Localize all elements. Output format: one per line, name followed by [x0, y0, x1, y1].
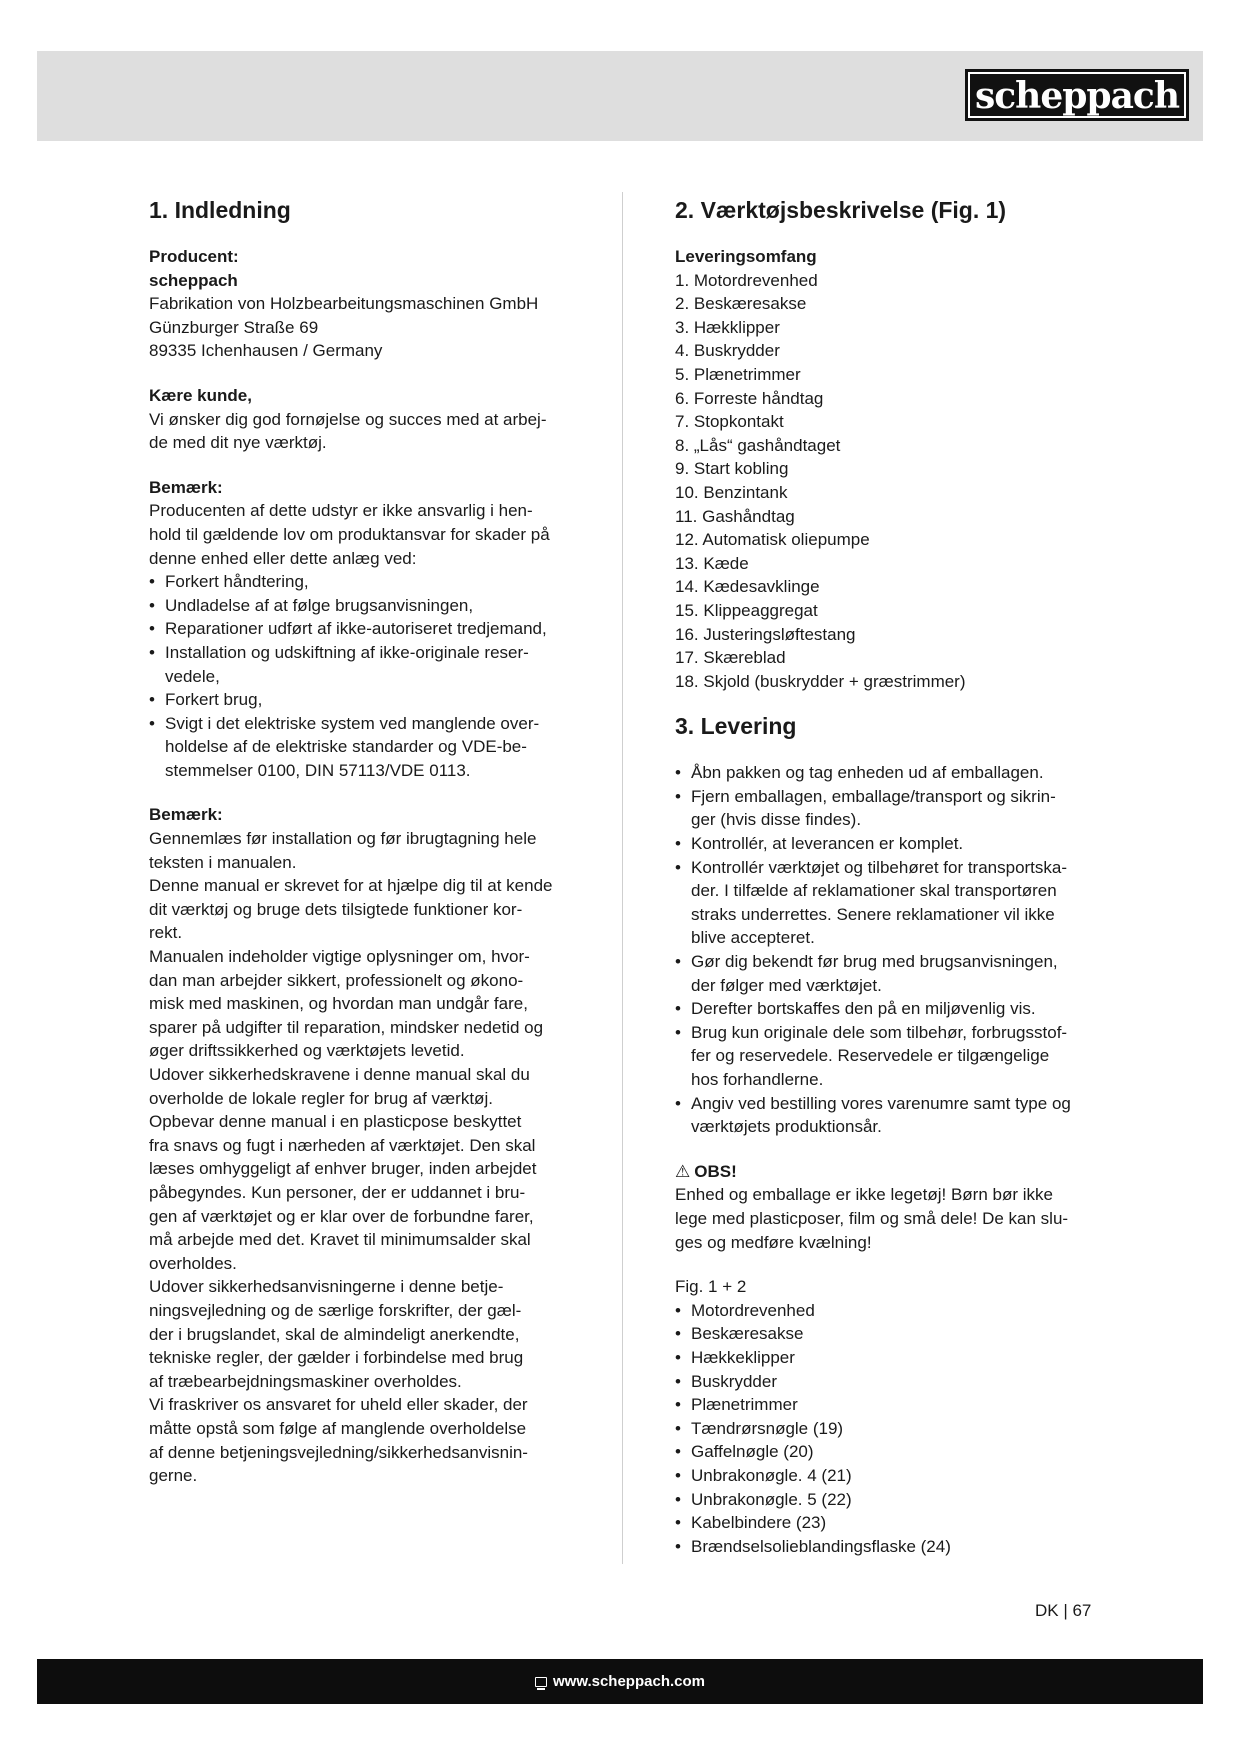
list-item: • Brug kun originale dele som tilbehør, forbrugsstof- fer og reservedele. Reservedele er tilgængelige hos forhandlerne.: [675, 1021, 1107, 1092]
list-item: • Tændrørsnøgle (19): [675, 1417, 1107, 1441]
address-line: 89335 Ichenhausen / Germany: [149, 341, 383, 361]
list-item: 2. Beskæresakse: [675, 294, 807, 314]
note-label: Bemærk:: [149, 477, 223, 497]
list-item: • Åbn pakken og tag enheden ud af emballagen.: [675, 761, 1107, 785]
list-item: • Hækkeklipper: [675, 1346, 1107, 1370]
warning-heading: ⚠ OBS!: [675, 1161, 737, 1182]
list-item: 10. Benzintank: [675, 482, 788, 502]
list-item: 6. Forreste håndtag: [675, 388, 824, 408]
section-title-introduction: 1. Indledning: [149, 197, 291, 223]
list-item: • Angiv ved bestilling vores varenumre samt type og værktøjets produktionsår.: [675, 1092, 1107, 1139]
warning-text: Enhed og emballage er ikke legetøj! Børn bør ikke lege med plasticposer, film og små dele! De kan slu- ges og medføre kvælning!: [675, 1185, 1069, 1252]
section-title-delivery: 3. Levering: [675, 713, 797, 740]
left-column: [149, 192, 589, 1488]
greeting: Kære kunde,: [149, 385, 252, 405]
list-item: • Reparationer udført af ikke-autoriseret tredjemand,: [149, 617, 589, 641]
list-item: • Beskæresakse: [675, 1322, 1107, 1346]
list-item: • Forkert håndtering,: [149, 570, 589, 594]
list-item: 4. Buskrydder: [675, 341, 780, 361]
page-number: DK | 67: [1035, 1601, 1092, 1620]
list-item: • Plænetrimmer: [675, 1393, 1107, 1417]
producer-label: Producent:: [149, 247, 239, 266]
list-item: 18. Skjold (buskrydder + græstrimmer): [675, 671, 966, 691]
list-item: • Unbrakonøgle. 4 (21): [675, 1464, 1107, 1488]
list-item: • Kontrollér, at leverancen er komplet.: [675, 832, 1107, 856]
list-item: 5. Plænetrimmer: [675, 364, 801, 384]
fig-list: [675, 1299, 1107, 1559]
greeting-line: de med dit nye værktøj.: [149, 433, 327, 453]
list-item: • Forkert brug,: [149, 688, 589, 712]
list-item: 16. Justeringsløftestang: [675, 624, 856, 644]
scope-list: [675, 269, 1107, 694]
list-item: 9. Start kobling: [675, 459, 789, 479]
list-item: 7. Stopkontakt: [675, 412, 784, 432]
list-item: 15. Klippeaggregat: [675, 600, 818, 620]
list-item: 14. Kædesavklinge: [675, 577, 820, 597]
list-item: 17. Skæreblad: [675, 648, 786, 668]
list-item: • Brændselsolieblandingsflaske (24): [675, 1535, 1107, 1559]
liability-list: [149, 570, 589, 782]
column-divider: [622, 192, 623, 1564]
note-line: Producenten af dette udstyr er ikke ansvarlig i hen-: [149, 501, 533, 521]
warning-triangle-icon: ⚠: [675, 1162, 691, 1182]
list-item: • Undladelse af at følge brugsanvisningen,: [149, 594, 589, 618]
footer-band: [37, 1659, 1203, 1704]
list-item: 13. Kæde: [675, 553, 749, 573]
list-item: • Installation og udskiftning af ikke-originale reser- vedele,: [149, 641, 589, 688]
list-item: 8. „Lås“ gashåndtaget: [675, 435, 841, 455]
list-item: 1. Motordrevenhed: [675, 270, 818, 290]
header-band: [37, 51, 1203, 141]
scheppach-logo: scheppach: [965, 69, 1189, 121]
scope-label: Leveringsomfang: [675, 247, 817, 266]
manual-text: Gennemlæs før installation og før ibrugtagning hele teksten i manualen. Denne manual er skrevet for at hjælpe dig til at kende dit værktøj og bruge dets tilsigtede funktioner kor- rekt. Manualen indeholder vigtige oplysninger om, hvor- dan man arbejder sikkert, professionelt og økono- misk med maskinen, og hvordan man undgår fare, sparer på udgifter til reparation, mindsker nedetid og øger driftssikkerhed og værktøjets levetid. Udover sikkerhedskravene i denne manual skal du overholde de lokale regler for brug af værktøj. Opbevar denne manual i en plasticpose beskyttet fra snavs og fugt i nærheden af værktøjet. Den skal læses omhyggeligt af enhver bruger, inden arbejdet påbegyndes. Kun personer, der er uddannet i bru- gen af værktøjet og er klar over de forbundne farer, må arbejde med det. Kravet til minimumsalder skal overholdes. Udover sikkerhedsanvisningerne i denne betje- ningsvejledning og de særlige forskrifter, der gæl- der i brugslandet, skal de almindeligt anerkendte, tekniske regler, der gælder i forbindelse med brug af træbearbejdningsmaskiner overholdes. Vi fraskriver os ansvaret for uheld eller skader, der måtte opstå som følge af manglende overholdelse af denne betjeningsvejledning/sikkerhedsanvisnin- gerne.: [149, 829, 553, 1486]
list-item: 12. Automatisk oliepumpe: [675, 530, 870, 550]
list-item: • Svigt i det elektriske system ved manglende over- holdelse af de elektriske standarder og VDE-be- stemmelser 0100, DIN 57113/VDE 0113.: [149, 712, 589, 783]
greeting-line: Vi ønsker dig god fornøjelse og succes med at arbej-: [149, 409, 547, 429]
list-item: • Buskrydder: [675, 1370, 1107, 1394]
section-title-tool-description: 2. Værktøjsbeskrivelse (Fig. 1): [675, 197, 1007, 223]
list-item: • Kontrollér værktøjet og tilbehøret for transportska- der. I tilfælde af reklamationer skal transportøren straks underrettes. Senere reklamationer vil ikke blive accepteret.: [675, 856, 1107, 950]
delivery-list: [675, 761, 1107, 1139]
note-label: Bemærk:: [149, 805, 223, 825]
note-line: hold til gældende lov om produktansvar for skader på: [149, 524, 550, 544]
list-item: • Kabelbindere (23): [675, 1511, 1107, 1535]
list-item: • Unbrakonøgle. 5 (22): [675, 1488, 1107, 1512]
list-item: • Motordrevenhed: [675, 1299, 1107, 1323]
list-item: 11. Gashåndtag: [675, 506, 795, 526]
list-item: 3. Hækklipper: [675, 317, 780, 337]
list-item: • Fjern emballagen, emballage/transport og sikrin- ger (hvis disse findes).: [675, 785, 1107, 832]
website-link[interactable]: www.scheppach.com: [553, 1673, 705, 1690]
address-line: Fabrikation von Holzbearbeitungsmaschinen GmbH: [149, 294, 539, 314]
right-column: [675, 192, 1107, 1558]
note-line: denne enhed eller dette anlæg ved:: [149, 548, 417, 568]
list-item: • Gaffelnøgle (20): [675, 1440, 1107, 1464]
list-item: • Gør dig bekendt før brug med brugsanvisningen, der følger med værktøjet.: [675, 950, 1107, 997]
monitor-icon: [535, 1677, 547, 1687]
fig-label: Fig. 1 + 2: [675, 1277, 747, 1297]
list-item: • Derefter bortskaffes den på en miljøvenlig vis.: [675, 997, 1107, 1021]
address-line: Günzburger Straße 69: [149, 317, 319, 337]
producer-name: scheppach: [149, 270, 238, 290]
